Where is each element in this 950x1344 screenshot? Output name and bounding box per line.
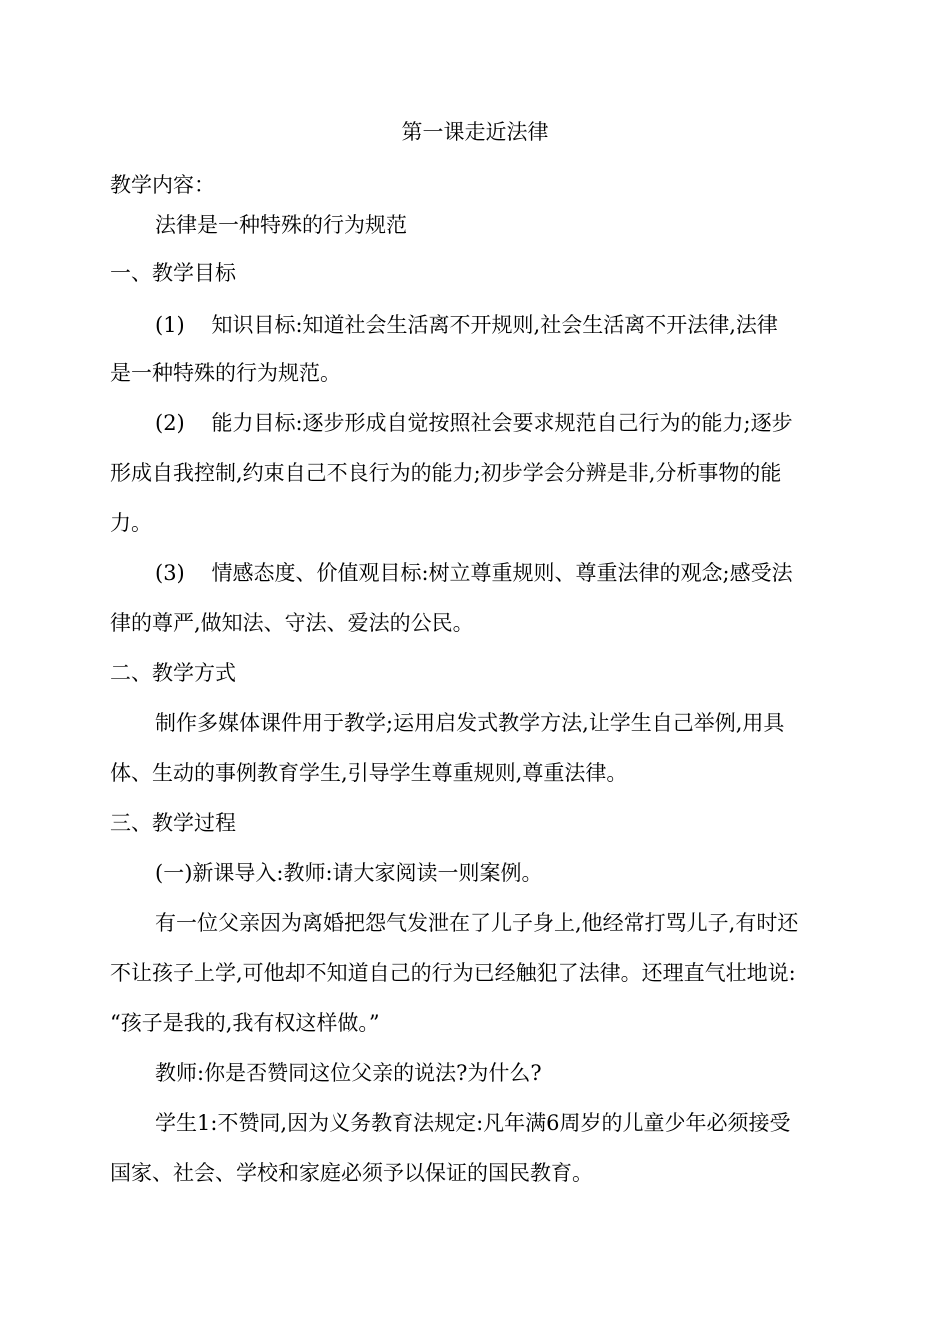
content-heading: 教学内容： xyxy=(110,173,215,197)
section-heading-objectives: 一、教学目标 xyxy=(110,261,236,285)
student-1-line-2: 国家、社会、学校和家庭必须予以保证的国民教育。 xyxy=(110,1161,593,1185)
objective-2-line-1: (2) 能力目标:逐步形成自觉按照社会要求规范自己行为的能力;逐步 xyxy=(155,411,793,435)
method-line-1: 制作多媒体课件用于教学;运用启发式教学方法,让学生自己举例,用具 xyxy=(155,711,785,735)
method-line-2: 体、生动的事例教育学生,引导学生尊重规则,尊重法律。 xyxy=(110,761,628,785)
teacher-question: 教师:你是否赞同这位父亲的说法?为什么? xyxy=(155,1061,542,1085)
objective-2-line-3: 力。 xyxy=(110,511,152,535)
case-line-3: “孩子是我的,我有权这样做。” xyxy=(110,1011,380,1035)
student-1-line-1: 学生1:不赞同,因为义务教育法规定:凡年满6周岁的儿童少年必须接受 xyxy=(155,1111,791,1135)
objective-2-line-2: 形成自我控制,约束自己不良行为的能力;初步学会分辨是非,分析事物的能 xyxy=(110,461,782,485)
objective-3-line-1: (3) 情感态度、价值观目标:树立尊重规则、尊重法律的观念;感受法 xyxy=(155,561,793,585)
objective-1-line-2: 是一种特殊的行为规范。 xyxy=(110,361,341,385)
process-intro: (一)新课导入:教师:请大家阅读一则案例。 xyxy=(155,861,543,885)
page-title: 第一课走近法律 xyxy=(401,120,549,144)
section-heading-process: 三、教学过程 xyxy=(110,811,236,835)
content-text: 法律是一种特殊的行为规范 xyxy=(155,213,407,237)
objective-1-line-1: (1) 知识目标:知道社会生活离不开规则,社会生活离不开法律,法律 xyxy=(155,313,778,337)
case-line-1: 有一位父亲因为离婚把怨气发泄在了儿子身上,他经常打骂儿子,有时还 xyxy=(155,911,799,935)
objective-3-line-2: 律的尊严,做知法、守法、爱法的公民。 xyxy=(110,611,474,635)
case-line-2: 不让孩子上学,可他却不知道自己的行为已经触犯了法律。还理直气壮地说: xyxy=(110,961,796,985)
section-heading-method: 二、教学方式 xyxy=(110,661,236,685)
